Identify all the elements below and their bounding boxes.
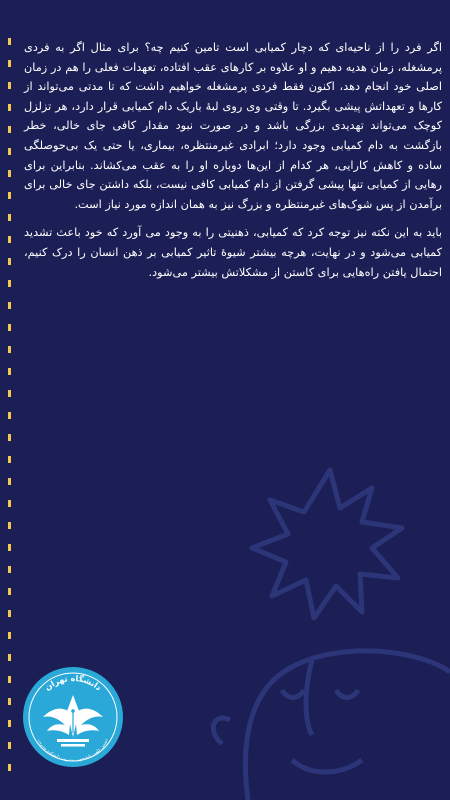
logo-subtitle: انجمن علمی دانشجویی مدیریت دانشکده مدیریت bbox=[36, 737, 110, 763]
paragraph-1: اگر فرد را از ناحیه‌ای که دچار کمیابی است تامین کنیم چه؟ برای مثال اگر به فردی پرمشغله، زمان هدیه دهیم و او علاوه بر کارهای عقب افتاده، تعهدات فعلی را هم در زمان اصلی خود انجام دهد، اکنون فقط فردی پرمشغله خواهیم داشت که تا مدتی می‌تواند از کارها و تعهداتش پیشی بگیرد. تا وقتی وی روی لبهٔ باریک دام کمیابی قرار دارد، هر تزلزل کوچک می‌تواند تهدیدی بزرگی باشد و در صورت نبود مقدار کافی جای خالی، خطر بازگشت به دام کمیابی وجود دارد؛ ابرادی غیرمنتظره، بیماری، یا حتی یک بی‌حوصلگی ساده و کاهش کارایی، هر کدام از این‌ها دوباره او را به عقب می‌کشاند. بنابراین برای رهایی از کمیابی تنها پیشی گرفتن از دام کمیابی کافی نیست، بلکه داشتن جای خالی برای برآمدن از پس شوک‌های غیرمنتظره و بزرگ نیز به همان اندازه مورد نیاز است. bbox=[24, 41, 442, 211]
logo-title: دانشگاه تهران bbox=[43, 673, 104, 693]
paragraph-2: باید به این نکته نیز توجه کرد که کمیابی، ذهنیتی را به وجود می آورد که خود باعث تشدید کمیابی می‌شود و در نهایت، هرچه بیشتر شیوهٔ تاثیر کمیابی بر ذهن انسان را درک کنیم، احتمال یافتن راه‌هایی برای کاستن از مشکلاتش بیشتر می‌شود. bbox=[24, 226, 442, 279]
article-body bbox=[24, 38, 442, 291]
face-decoration bbox=[245, 651, 450, 800]
university-logo bbox=[21, 665, 125, 769]
starburst-decoration bbox=[252, 470, 402, 618]
dashed-border bbox=[8, 38, 11, 778]
